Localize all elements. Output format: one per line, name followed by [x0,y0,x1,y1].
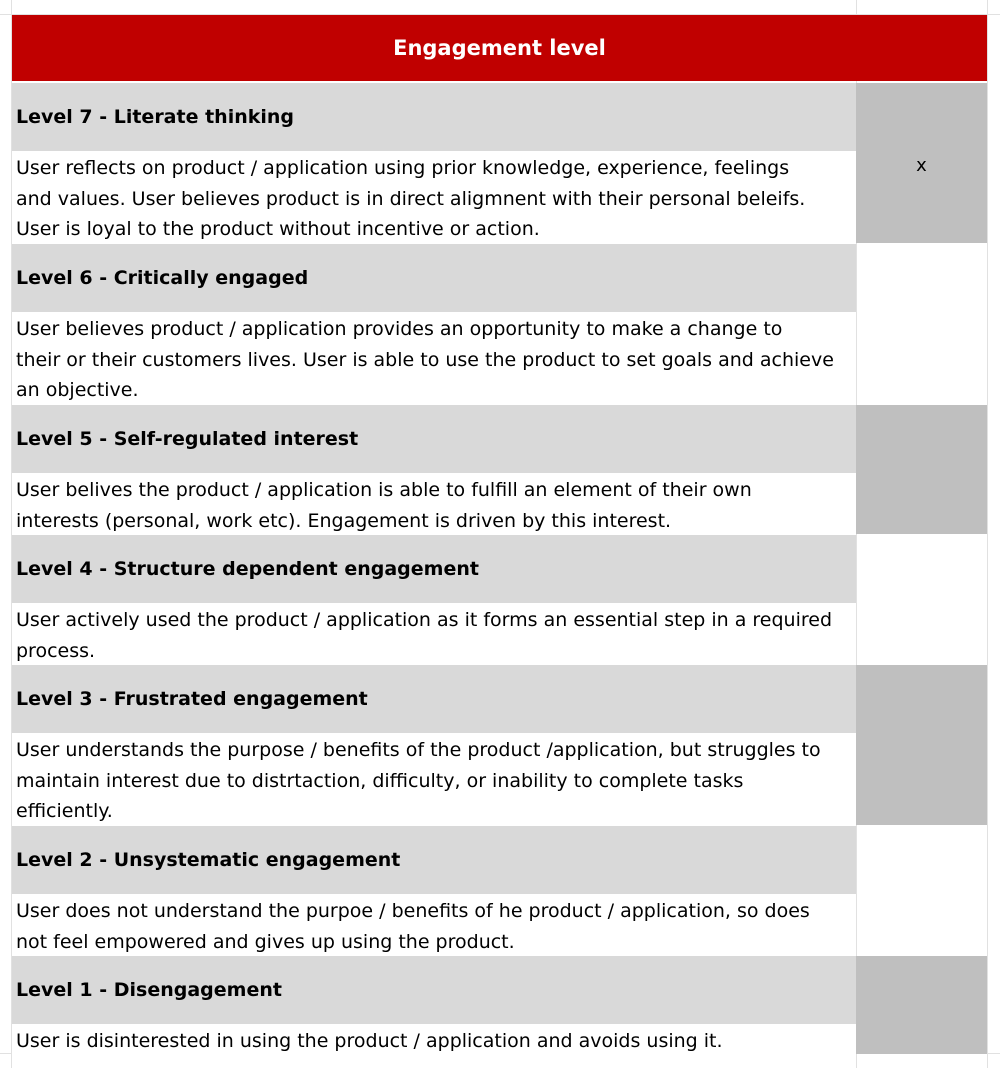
description-line: efficiently. [16,800,113,822]
level-7-description-cell[interactable] [12,151,856,243]
description-line: process. [16,639,96,662]
description-line: User actively used the product / application as it forms an essential step in a required [16,609,833,631]
level-2-title-cell[interactable] [12,826,856,894]
level-4-description-cell[interactable] [12,603,856,664]
description-line: User belives the product / application is able to fulfill an element of their own [16,479,752,501]
level-title: Level 6 - Critically engaged [16,267,309,289]
level-2-selection-cell[interactable] [856,826,987,955]
level-3-selection-cell[interactable] [856,665,987,825]
level-1-selection-cell[interactable] [856,956,987,1054]
description-line: User is disinterested in using the product / application and avoids using it. [16,1030,723,1052]
level-title: Level 1 - Disengagement [16,979,282,1001]
description-line: not feel empowered and gives up using the product. [16,930,515,953]
level-7-title-cell[interactable] [12,83,856,151]
selection-mark: x [916,155,927,176]
description-line: User does not understand the purpoe / benefits of he product / application, so does [16,900,810,922]
description-line: an objective. [16,379,139,401]
level-7-selection-cell[interactable] [856,83,987,243]
description-line: User understands the purpose / benefits of the product /application, but struggles to [16,739,821,761]
description-line: maintain interest due to distrtaction, difficulty, or inability to complete tasks [16,769,744,792]
description-line: interests (personal, work etc). Engagement is driven by this interest. [16,509,672,532]
level-title: Level 4 - Structure dependent engagement [16,558,479,580]
level-5-title-cell[interactable] [12,405,856,473]
level-5-selection-cell[interactable] [856,405,987,534]
level-4-title-cell[interactable] [12,535,856,603]
level-1-description-cell[interactable] [12,1024,856,1054]
header-title: Engagement level [393,36,606,60]
level-title: Level 3 - Frustrated engagement [16,688,368,710]
engagement-level-header[interactable] [12,15,987,81]
level-6-title-cell[interactable] [12,244,856,312]
description-line: and values. User believes product is in direct aligmnent with their personal beleifs. [16,187,806,210]
level-title: Level 7 - Literate thinking [16,106,295,128]
level-title: Level 5 - Self-regulated interest [16,428,359,450]
level-5-description-cell[interactable] [12,473,856,534]
level-6-selection-cell[interactable] [856,244,987,404]
level-1-title-cell[interactable] [12,956,856,1024]
level-4-selection-cell[interactable] [856,535,987,664]
level-3-title-cell[interactable] [12,665,856,733]
level-6-description-cell[interactable] [12,312,856,404]
description-line: their or their customers lives. User is able to use the product to set goals and achieve [16,348,834,371]
level-3-description-cell[interactable] [12,733,856,825]
description-line: User is loyal to the product without incentive or action. [16,218,540,240]
level-title: Level 2 - Unsystematic engagement [16,849,401,871]
description-line: User reflects on product / application using prior knowledge, experience, feelings [16,157,790,179]
level-2-description-cell[interactable] [12,894,856,955]
description-line: User believes product / application provides an opportunity to make a change to [16,318,783,340]
gridline [987,0,988,1068]
